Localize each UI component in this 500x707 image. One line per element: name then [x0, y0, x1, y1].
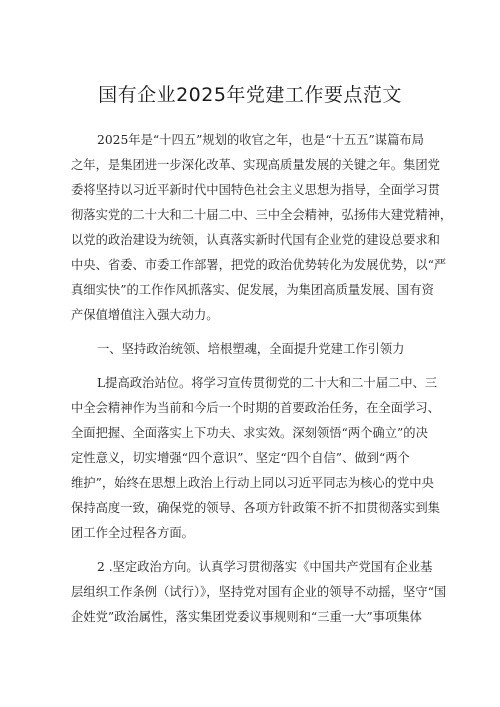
item-line: 定性意义，切实增强“四个意识”、坚定“四个自信”、做到“两个	[71, 451, 410, 465]
intro-line: 彻落实党的二十大和二十届二中、三中全会精神，弘扬伟大建党精神，	[71, 208, 453, 222]
intro-line: 2025年是“十四五”规划的收官之年，也是“十五五”谋篇布局	[97, 133, 424, 147]
intro-line: 中央、省委、市委工作部署，把党的政治优势转化为发展优势，以“严	[71, 258, 447, 272]
intro-line: 以党的政治建设为统领，认真落实新时代国有企业党的建设总要求和	[71, 233, 440, 247]
intro-line: 之年，是集团进一步深化改革、实现高质量发展的关键之年。集团党	[71, 158, 440, 172]
intro-line: 真细实快”的工作作风抓落实、促发展，为集团高质量发展、国有资	[71, 283, 434, 297]
document-title: 国有企业2025年党建工作要点范文	[98, 84, 402, 106]
item-line: 维护”，始终在思想上政治上行动上同以习近平同志为核心的党中央	[71, 476, 434, 490]
item-line: 企姓党”政治属性，落实集团党委议事规则和“三重一大”事项集体	[71, 610, 422, 624]
item-line: L提高政治站位。将学习宣传贯彻党的二十大和二十届二中、三	[97, 376, 438, 390]
intro-line: 委将坚持以习近平新时代中国特色社会主义思想为指导，全面学习贯	[71, 183, 440, 197]
item-line: 团工作全过程各方面。	[71, 526, 194, 540]
item-line: 中全会精神作为当前和今后一个时期的首要政治任务，在全面学习、	[71, 401, 440, 415]
item-line: 层组织工作条例（试行）》，坚持党对国有企业的领导不动摇，坚守“国	[71, 585, 447, 599]
item-line: 保持高度一致，确保党的领导、各项方针政策不折不扣贯彻落实到集	[71, 501, 440, 515]
intro-line: 产保值增值注入强大动力。	[71, 308, 219, 322]
section-heading: 一、坚持政治统领、培根塑魂，全面提升党建工作引领力	[97, 342, 405, 356]
item-line: 全面把握、全面落实上下功夫、求实效。深刻领悟“两个确立”的决	[71, 426, 428, 440]
item-line: 2 .坚定政治方向。认真学习贯彻落实《中国共产党国有企业基	[97, 560, 433, 574]
